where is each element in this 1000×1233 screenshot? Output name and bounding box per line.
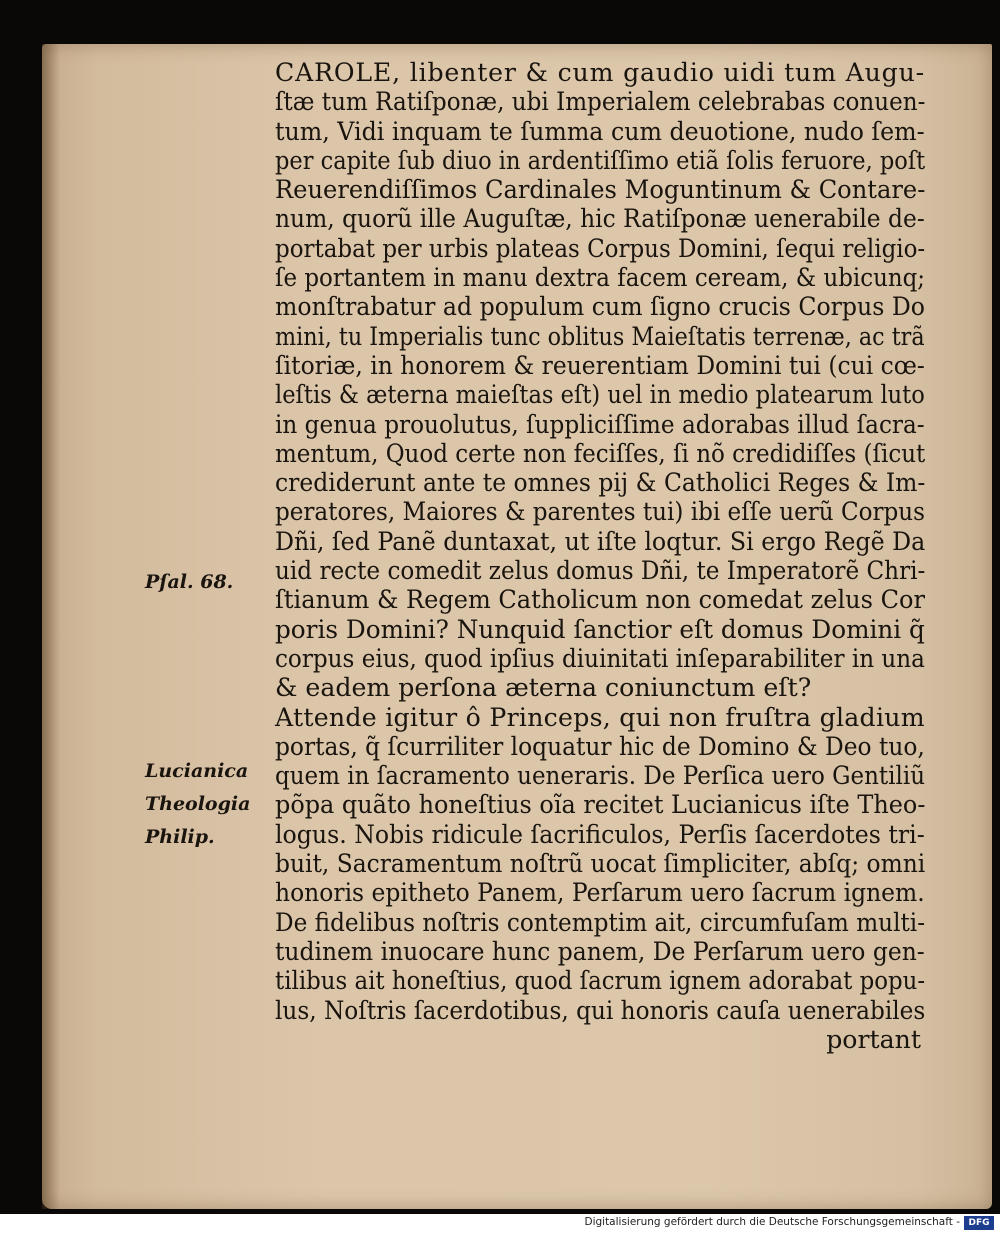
text-line: & eadem perſona æterna coniunctum eſt? xyxy=(275,673,812,703)
page-gutter-shadow xyxy=(42,44,60,1209)
text-line: Dñi, ſed Panẽ duntaxat, ut iſte loqtur. Si ergo Regẽ Da xyxy=(275,526,926,556)
text-line: leſtis & æterna maieſtas eſt) uel in medio platearum luto xyxy=(275,380,925,410)
text-line: corpus eius, quod ipſius diuinitati inſeparabiliter in una xyxy=(275,643,925,673)
text-line: ſtianum & Regem Catholicum non comedat zelus Cor xyxy=(275,585,926,615)
text-line: portabat per urbis plateas Corpus Domini, ſequi religio- xyxy=(275,233,926,263)
text-line: num, quorũ ille Auguſtæ, hic Ratiſponæ uenerabile de- xyxy=(275,204,925,234)
text-line: uid recte comedit zelus domus Dñi, te Imperatorẽ Chri- xyxy=(275,556,926,586)
text-line: Reuerendiſſimos Cardinales Moguntinum & Contare- xyxy=(275,175,926,205)
text-line: lus, Noſtris ſacerdotibus, qui honoris cauſa uenerabiles xyxy=(275,995,926,1025)
digitization-footer xyxy=(0,1214,1000,1233)
text-line: CAROLE, libenter & cum gaudio uidi tum Augu- xyxy=(275,58,925,87)
text-line: in genua prouolutus, ſuppliciſſime adorabas illud ſacra- xyxy=(275,409,925,439)
text-line: honoris epitheto Panem, Perſarum uero ſacrum ignem. xyxy=(275,878,925,908)
text-line: tilibus ait honeſtius, quod ſacrum ignem adorabat popu- xyxy=(275,966,926,996)
text-line: portas, q̃ ſcurriliter loquatur hic de Domino & Deo tuo, xyxy=(275,731,925,761)
text-line: tudinem inuocare hunc panem, De Perſarum uero gen- xyxy=(275,936,925,966)
margin-note-line: Theologia xyxy=(145,793,251,815)
main-text xyxy=(275,58,925,1054)
text-line: ſe portantem in manu dextra facem ceream, & ubicunq; xyxy=(275,263,926,293)
text-line: poris Domini? Nunquid ſanctior eſt domus Domini q̃ xyxy=(275,614,925,644)
text-line: mini, tu Imperialis tunc oblitus Maieſtatis terrenæ, ac trã xyxy=(275,321,925,351)
margin-note-lucianica xyxy=(145,755,250,854)
text-line: mentum, Quod certe non feciſſes, ſi nõ credidiſſes (ſicut xyxy=(275,438,926,468)
text-line: põpa quãto honeſtius oĩa recitet Lucianicus iſte Theo- xyxy=(275,790,926,820)
catchword: portant xyxy=(826,1024,921,1054)
text-line: quem in ſacramento ueneraris. De Perſica uero Gentiliũ xyxy=(275,761,926,791)
text-line: De fidelibus noſtris contemptim ait, circumfuſam multi- xyxy=(275,907,926,937)
text-line: ſitoriæ, in honorem & reuerentiam Domini tui (cui cœ- xyxy=(275,350,925,380)
margin-note-psalm xyxy=(145,566,233,599)
text-line: crediderunt ante te omnes pij & Catholici Reges & Im- xyxy=(275,468,926,498)
text-line: buit, Sacramentum noſtrũ uocat ſimpliciter, abſq; omni xyxy=(275,849,926,879)
text-line: logus. Nobis ridicule ſacrificulos, Perſis ſacerdotes tri- xyxy=(275,819,925,849)
text-line: monſtrabatur ad populum cum ſigno crucis Corpus Do xyxy=(275,292,925,322)
margin-note-psalm-text: Pſal. 68. xyxy=(145,571,234,593)
text-line: tum, Vidi inquam te ſumma cum deuotione, nudo ſem- xyxy=(275,116,925,146)
text-line: per capite ſub diuo in ardentiſſimo etiã ſolis feruore, poſt xyxy=(275,145,926,175)
text-line: ſtæ tum Ratiſponæ, ubi Imperialem celebrabas conuen- xyxy=(275,87,926,117)
text-line: peratores, Maiores & parentes tui) ibi eſſe uerũ Corpus xyxy=(275,497,925,527)
footer-credit: Digitalisierung gefördert durch die Deutsche Forschungsgemeinschaft - xyxy=(584,1216,960,1228)
margin-note-line: Lucianica xyxy=(145,760,249,782)
margin-note-line: Philip. xyxy=(145,826,215,848)
text-line: Attende igitur ô Princeps, qui non fruſtra gladium xyxy=(275,702,925,732)
dfg-logo[interactable]: DFG xyxy=(964,1216,994,1230)
